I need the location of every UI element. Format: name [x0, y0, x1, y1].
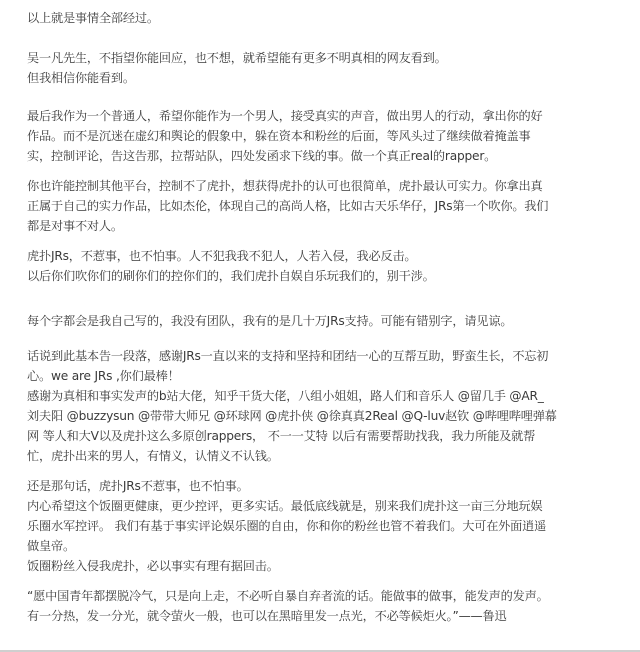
paragraph-line: 饭圈粉丝入侵我虎扑，必以事实有理有据回击。: [27, 559, 279, 573]
paragraph-line: 虎扑JRs，不惹事，也不怕事。人不犯我我不犯人，人若入侵，我必反击。: [27, 249, 417, 263]
paragraph-line: 话说到此基本告一段落，感谢JRs一直以来的支持和坚持和团结一心的互帮互助，野蛮生长，不忘初: [27, 349, 549, 363]
quote-line: “愿中国青年都摆脱冷气，只是向上走，不必听自暴自弃者流的话。能做事的做事，能发声的发声。: [27, 589, 549, 603]
paragraph-line: 感谢为真相和事实发声的b站大佬，知乎干货大佬，八组小姐姐，路人们和音乐人 @留几手 @AR_: [27, 389, 544, 403]
paragraph-line: 刘夫阳 @buzzysun @带带大师兄 @环球网 @虎扑侠 @徐真真2Real @Q-luv赵钦 @哔哩哔哩弹幕: [27, 409, 557, 423]
paragraph-line: 内心希望这个饭圈更健康，更少控评，更多实话。最低底线就是，别来我们虎扑这一亩三分地玩娱: [27, 499, 543, 513]
paragraph-line: 以后你们吹你们的刷你们的控你们的，我们虎扑自娱自乐玩我们的，别干涉。: [27, 269, 435, 283]
quote-line: 有一分热，发一分光，就令萤火一般，也可以在黑暗里发一点光，不必等候炬火。”——鲁迅: [27, 609, 507, 623]
paragraph-line: 忙，虎扑出来的男人，有情义，认情义不认钱。: [27, 449, 279, 463]
paragraph-line: 作品。而不是沉迷在虚幻和舆论的假象中，躲在资本和粉丝的后面，等风头过了继续做着掩盖事: [27, 129, 531, 143]
paragraph-line: 还是那句话，虎扑JRs不惹事，也不怕事。: [27, 479, 249, 493]
paragraph-line: 正属于自己的实力作品，比如杰伦，体现自己的高尚人格，比如古天乐华仔，JRs第一个吹你。我们: [27, 199, 549, 213]
paragraph-line: 吴一凡先生，不指望你能回应，也不想，就希望能有更多不明真相的网友看到。: [27, 51, 447, 65]
paragraph-line: 但我相信你能看到。: [27, 71, 135, 85]
paragraph-line: 最后我作为一个普通人，希望你能作为一个男人，接受真实的声音，做出男人的行动，拿出你的好: [27, 109, 543, 123]
paragraph-line: 每个字都会是我自己写的，我没有团队，我有的是几十万JRs支持。可能有错别字，请见谅。: [27, 314, 513, 328]
paragraph-line: 实，控制评论，告这告那，拉帮站队，四处发函求下线的事。做一个真正real的rapper。: [27, 149, 497, 163]
paragraph-line: 做皇帝。: [27, 539, 75, 553]
paragraph-line: 你也许能控制其他平台，控制不了虎扑，想获得虎扑的认可也很简单，虎扑最认可实力。你拿出真: [27, 179, 543, 193]
paragraph-line: 心。we are JRs ,你们最棒！: [27, 369, 180, 383]
paragraph-line: 乐圈水军控评。 我们有基于事实评论娱乐圈的自由，你和你的粉丝也管不着我们。大可在外面逍遥: [27, 519, 547, 533]
paragraph-line: 都是对事不对人。: [27, 219, 123, 233]
paragraph-line: 网 等人和大V以及虎扑这么多原创rappers， 不一一艾特 以后有需要帮助找我，我力所能及就帮: [27, 429, 536, 443]
paragraph-line: 以上就是事情全部经过。: [27, 11, 159, 25]
